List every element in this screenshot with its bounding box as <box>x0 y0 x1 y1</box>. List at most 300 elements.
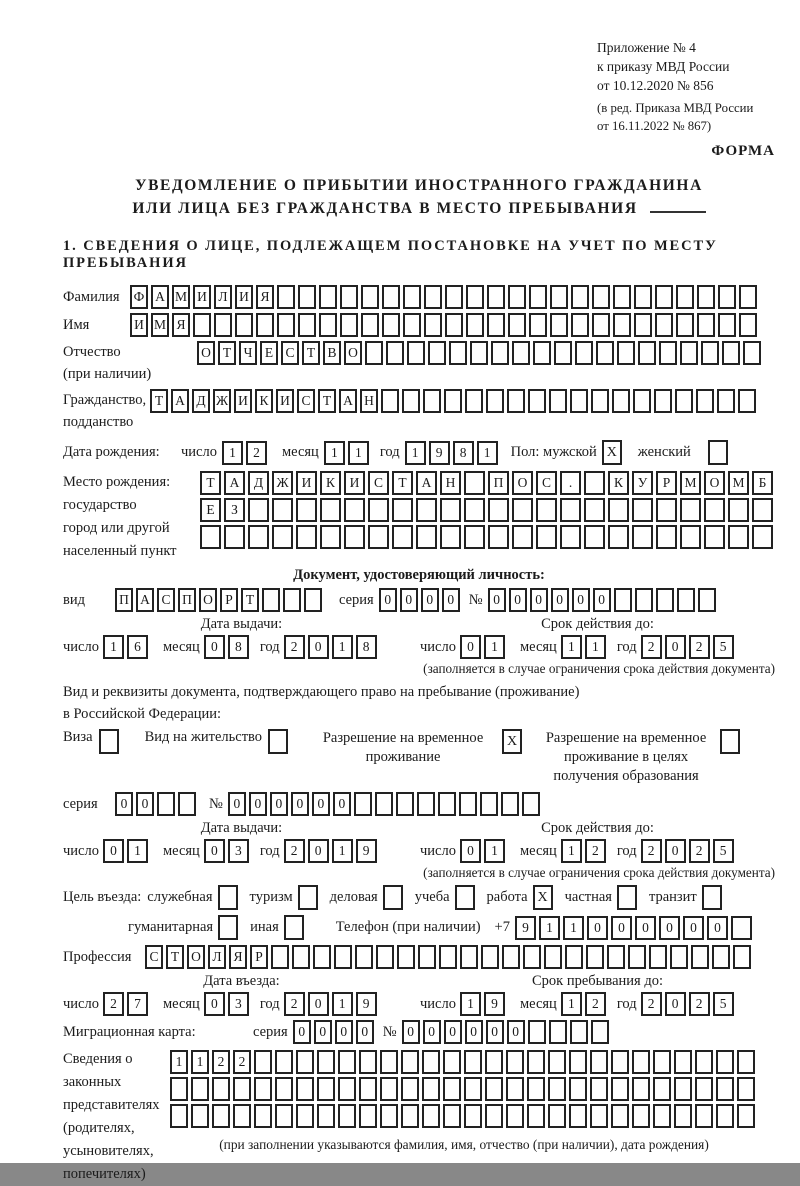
form-cell[interactable]: И <box>276 389 294 413</box>
form-cell[interactable]: С <box>157 588 175 612</box>
form-cell[interactable] <box>402 389 420 413</box>
form-cell[interactable]: С <box>281 341 299 365</box>
form-cell[interactable]: 0 <box>423 1020 441 1044</box>
form-cell[interactable] <box>445 285 463 309</box>
form-cell[interactable]: М <box>728 471 749 495</box>
form-cell[interactable] <box>614 588 632 612</box>
form-cell[interactable]: 2 <box>585 992 606 1016</box>
form-cell[interactable] <box>254 1104 272 1128</box>
form-cell[interactable]: И <box>296 471 317 495</box>
form-cell[interactable] <box>670 945 688 969</box>
form-cell[interactable] <box>262 588 280 612</box>
form-cell[interactable]: 0 <box>442 588 460 612</box>
form-cell[interactable]: К <box>608 471 629 495</box>
form-cell[interactable] <box>728 498 749 522</box>
purpose-other-checkbox[interactable] <box>284 915 304 940</box>
form-cell[interactable]: 1 <box>103 635 124 659</box>
purpose-private-checkbox[interactable] <box>617 885 637 910</box>
form-cell[interactable] <box>392 498 413 522</box>
form-cell[interactable] <box>716 1077 734 1101</box>
form-cell[interactable] <box>638 341 656 365</box>
form-cell[interactable]: 2 <box>284 839 305 863</box>
form-cell[interactable] <box>340 285 358 309</box>
form-cell[interactable]: 0 <box>379 588 397 612</box>
form-cell[interactable] <box>611 1077 629 1101</box>
temp-residence-checkbox[interactable]: X <box>502 729 522 754</box>
form-cell[interactable]: 8 <box>453 441 474 465</box>
form-cell[interactable]: С <box>368 471 389 495</box>
form-cell[interactable]: 0 <box>665 635 686 659</box>
purpose-work-checkbox[interactable]: X <box>533 885 553 910</box>
form-cell[interactable]: О <box>704 471 725 495</box>
form-cell[interactable]: Т <box>318 389 336 413</box>
form-cell[interactable]: 0 <box>400 588 418 612</box>
form-cell[interactable] <box>529 313 547 337</box>
form-cell[interactable] <box>375 792 393 816</box>
form-cell[interactable] <box>254 1050 272 1074</box>
form-cell[interactable]: 2 <box>284 635 305 659</box>
form-cell[interactable] <box>485 1077 503 1101</box>
form-cell[interactable] <box>445 313 463 337</box>
form-cell[interactable] <box>193 313 211 337</box>
form-cell[interactable] <box>570 1020 588 1044</box>
form-cell[interactable] <box>653 1104 671 1128</box>
form-cell[interactable] <box>486 389 504 413</box>
form-cell[interactable]: 1 <box>561 839 582 863</box>
form-cell[interactable]: 2 <box>689 839 710 863</box>
form-cell[interactable]: Ж <box>272 471 293 495</box>
form-cell[interactable] <box>296 1050 314 1074</box>
purpose-study-checkbox[interactable] <box>455 885 475 910</box>
form-cell[interactable]: 2 <box>689 635 710 659</box>
form-cell[interactable] <box>407 341 425 365</box>
form-cell[interactable]: . <box>560 471 581 495</box>
form-cell[interactable] <box>584 498 605 522</box>
form-cell[interactable] <box>527 1104 545 1128</box>
form-cell[interactable]: И <box>130 313 148 337</box>
form-cell[interactable] <box>380 1104 398 1128</box>
form-cell[interactable] <box>170 1077 188 1101</box>
form-cell[interactable] <box>680 525 701 549</box>
form-cell[interactable] <box>157 792 175 816</box>
purpose-official-checkbox[interactable] <box>218 885 238 910</box>
form-cell[interactable] <box>317 1050 335 1074</box>
form-cell[interactable] <box>464 1104 482 1128</box>
form-cell[interactable] <box>440 498 461 522</box>
form-cell[interactable] <box>340 313 358 337</box>
form-cell[interactable]: 0 <box>402 1020 420 1044</box>
form-cell[interactable]: 1 <box>460 992 481 1016</box>
form-cell[interactable]: Я <box>256 285 274 309</box>
form-cell[interactable] <box>716 1104 734 1128</box>
form-cell[interactable] <box>380 1050 398 1074</box>
form-cell[interactable] <box>361 313 379 337</box>
form-cell[interactable]: П <box>178 588 196 612</box>
form-cell[interactable] <box>304 588 322 612</box>
form-cell[interactable] <box>590 1050 608 1074</box>
purpose-transit-checkbox[interactable] <box>702 885 722 910</box>
form-cell[interactable] <box>464 1077 482 1101</box>
form-cell[interactable]: 1 <box>332 839 353 863</box>
form-cell[interactable]: Т <box>150 389 168 413</box>
form-cell[interactable] <box>170 1104 188 1128</box>
form-cell[interactable] <box>443 1050 461 1074</box>
form-cell[interactable] <box>440 525 461 549</box>
form-cell[interactable] <box>743 341 761 365</box>
form-cell[interactable] <box>178 792 196 816</box>
form-cell[interactable]: П <box>488 471 509 495</box>
form-cell[interactable] <box>344 498 365 522</box>
form-cell[interactable]: 0 <box>335 1020 353 1044</box>
form-cell[interactable]: 1 <box>332 992 353 1016</box>
form-cell[interactable] <box>465 389 483 413</box>
form-cell[interactable] <box>733 945 751 969</box>
form-cell[interactable]: 9 <box>484 992 505 1016</box>
form-cell[interactable] <box>417 792 435 816</box>
form-cell[interactable]: 0 <box>507 1020 525 1044</box>
form-cell[interactable] <box>716 1050 734 1074</box>
form-cell[interactable] <box>718 313 736 337</box>
form-cell[interactable] <box>632 498 653 522</box>
form-cell[interactable] <box>418 945 436 969</box>
form-cell[interactable]: 9 <box>515 916 536 940</box>
form-cell[interactable] <box>536 498 557 522</box>
form-cell[interactable]: 1 <box>561 635 582 659</box>
form-cell[interactable] <box>487 285 505 309</box>
form-cell[interactable] <box>443 1104 461 1128</box>
form-cell[interactable]: 0 <box>659 916 680 940</box>
form-cell[interactable] <box>611 1050 629 1074</box>
form-cell[interactable] <box>212 1104 230 1128</box>
form-cell[interactable]: Т <box>200 471 221 495</box>
form-cell[interactable] <box>655 285 673 309</box>
form-cell[interactable] <box>680 498 701 522</box>
form-cell[interactable]: А <box>224 471 245 495</box>
form-cell[interactable] <box>392 525 413 549</box>
form-cell[interactable]: 1 <box>222 441 243 465</box>
form-cell[interactable] <box>233 1104 251 1128</box>
form-cell[interactable] <box>424 313 442 337</box>
form-cell[interactable]: У <box>632 471 653 495</box>
form-cell[interactable] <box>487 313 505 337</box>
form-cell[interactable]: 0 <box>270 792 288 816</box>
form-cell[interactable]: М <box>172 285 190 309</box>
form-cell[interactable]: 1 <box>539 916 560 940</box>
form-cell[interactable] <box>676 313 694 337</box>
form-cell[interactable] <box>464 525 485 549</box>
form-cell[interactable] <box>656 525 677 549</box>
form-cell[interactable] <box>569 1050 587 1074</box>
form-cell[interactable]: 0 <box>308 839 329 863</box>
form-cell[interactable]: Е <box>200 498 221 522</box>
form-cell[interactable] <box>550 285 568 309</box>
form-cell[interactable] <box>554 341 572 365</box>
form-cell[interactable]: 0 <box>204 839 225 863</box>
form-cell[interactable] <box>338 1104 356 1128</box>
purpose-business-checkbox[interactable] <box>383 885 403 910</box>
form-cell[interactable] <box>296 1077 314 1101</box>
form-cell[interactable] <box>512 341 530 365</box>
form-cell[interactable]: 2 <box>585 839 606 863</box>
form-cell[interactable] <box>548 1077 566 1101</box>
form-cell[interactable] <box>277 313 295 337</box>
form-cell[interactable] <box>354 792 372 816</box>
form-cell[interactable]: 0 <box>551 588 569 612</box>
form-cell[interactable] <box>271 945 289 969</box>
form-cell[interactable] <box>613 285 631 309</box>
form-cell[interactable]: 0 <box>333 792 351 816</box>
form-cell[interactable]: 5 <box>713 635 734 659</box>
form-cell[interactable] <box>416 525 437 549</box>
form-cell[interactable]: С <box>536 471 557 495</box>
form-cell[interactable]: 2 <box>641 992 662 1016</box>
form-cell[interactable] <box>584 525 605 549</box>
form-cell[interactable] <box>501 792 519 816</box>
form-cell[interactable]: 0 <box>421 588 439 612</box>
form-cell[interactable] <box>649 945 667 969</box>
form-cell[interactable]: 2 <box>233 1050 251 1074</box>
form-cell[interactable] <box>380 1077 398 1101</box>
form-cell[interactable]: 1 <box>191 1050 209 1074</box>
form-cell[interactable] <box>737 1050 755 1074</box>
form-cell[interactable]: 0 <box>465 1020 483 1044</box>
form-cell[interactable]: 5 <box>713 992 734 1016</box>
form-cell[interactable] <box>656 588 674 612</box>
form-cell[interactable]: М <box>680 471 701 495</box>
form-cell[interactable]: Ч <box>239 341 257 365</box>
form-cell[interactable]: 0 <box>683 916 704 940</box>
form-cell[interactable]: 0 <box>587 916 608 940</box>
form-cell[interactable]: 6 <box>127 635 148 659</box>
form-cell[interactable]: К <box>320 471 341 495</box>
form-cell[interactable] <box>481 945 499 969</box>
form-cell[interactable] <box>528 389 546 413</box>
form-cell[interactable] <box>438 792 456 816</box>
form-cell[interactable] <box>680 341 698 365</box>
form-cell[interactable]: 0 <box>486 1020 504 1044</box>
form-cell[interactable]: 1 <box>324 441 345 465</box>
form-cell[interactable] <box>424 285 442 309</box>
form-cell[interactable]: Т <box>218 341 236 365</box>
form-cell[interactable] <box>506 1104 524 1128</box>
form-cell[interactable] <box>235 313 253 337</box>
form-cell[interactable]: 0 <box>308 992 329 1016</box>
form-cell[interactable]: 1 <box>170 1050 188 1074</box>
form-cell[interactable]: С <box>145 945 163 969</box>
form-cell[interactable] <box>403 313 421 337</box>
form-cell[interactable]: 0 <box>204 635 225 659</box>
form-cell[interactable]: 1 <box>405 441 426 465</box>
form-cell[interactable] <box>480 792 498 816</box>
form-cell[interactable] <box>584 471 605 495</box>
form-cell[interactable] <box>731 916 752 940</box>
form-cell[interactable] <box>548 1104 566 1128</box>
form-cell[interactable] <box>632 1077 650 1101</box>
form-cell[interactable]: 9 <box>356 992 377 1016</box>
form-cell[interactable]: Н <box>440 471 461 495</box>
form-cell[interactable] <box>248 525 269 549</box>
form-cell[interactable] <box>485 1104 503 1128</box>
form-cell[interactable] <box>298 285 316 309</box>
form-cell[interactable]: 7 <box>127 992 148 1016</box>
form-cell[interactable] <box>633 389 651 413</box>
form-cell[interactable]: 0 <box>530 588 548 612</box>
form-cell[interactable] <box>397 945 415 969</box>
form-cell[interactable] <box>571 313 589 337</box>
form-cell[interactable]: К <box>255 389 273 413</box>
form-cell[interactable]: Б <box>752 471 773 495</box>
form-cell[interactable] <box>459 792 477 816</box>
form-cell[interactable] <box>443 1077 461 1101</box>
form-cell[interactable] <box>464 471 485 495</box>
form-cell[interactable]: 0 <box>103 839 124 863</box>
form-cell[interactable]: Д <box>248 471 269 495</box>
form-cell[interactable]: Т <box>241 588 259 612</box>
form-cell[interactable]: Н <box>360 389 378 413</box>
form-cell[interactable]: 0 <box>460 839 481 863</box>
form-cell[interactable] <box>277 285 295 309</box>
form-cell[interactable] <box>508 285 526 309</box>
form-cell[interactable] <box>608 498 629 522</box>
form-cell[interactable]: Л <box>214 285 232 309</box>
form-cell[interactable]: И <box>193 285 211 309</box>
form-cell[interactable] <box>334 945 352 969</box>
form-cell[interactable] <box>382 313 400 337</box>
form-cell[interactable]: 3 <box>228 992 249 1016</box>
form-cell[interactable] <box>272 498 293 522</box>
form-cell[interactable] <box>233 1077 251 1101</box>
form-cell[interactable]: О <box>344 341 362 365</box>
form-cell[interactable] <box>654 389 672 413</box>
form-cell[interactable] <box>704 525 725 549</box>
form-cell[interactable]: 8 <box>228 635 249 659</box>
form-cell[interactable]: 0 <box>460 635 481 659</box>
form-cell[interactable] <box>529 285 547 309</box>
form-cell[interactable] <box>570 389 588 413</box>
form-cell[interactable]: Л <box>208 945 226 969</box>
form-cell[interactable]: Т <box>166 945 184 969</box>
sex-female-checkbox[interactable] <box>708 440 728 465</box>
form-cell[interactable]: О <box>187 945 205 969</box>
visa-checkbox[interactable] <box>99 729 119 754</box>
form-cell[interactable]: 1 <box>348 441 369 465</box>
form-cell[interactable] <box>292 945 310 969</box>
form-cell[interactable]: П <box>115 588 133 612</box>
form-cell[interactable] <box>548 1050 566 1074</box>
form-cell[interactable] <box>698 588 716 612</box>
form-cell[interactable] <box>527 1050 545 1074</box>
form-cell[interactable] <box>275 1050 293 1074</box>
form-cell[interactable] <box>523 945 541 969</box>
form-cell[interactable] <box>359 1077 377 1101</box>
form-cell[interactable] <box>423 389 441 413</box>
form-cell[interactable] <box>677 588 695 612</box>
form-cell[interactable]: 5 <box>713 839 734 863</box>
form-cell[interactable] <box>248 498 269 522</box>
form-cell[interactable]: О <box>197 341 215 365</box>
form-cell[interactable] <box>653 1050 671 1074</box>
form-cell[interactable] <box>506 1077 524 1101</box>
form-cell[interactable] <box>254 1077 272 1101</box>
form-cell[interactable]: А <box>171 389 189 413</box>
form-cell[interactable] <box>701 341 719 365</box>
form-cell[interactable] <box>338 1050 356 1074</box>
form-cell[interactable]: 1 <box>585 635 606 659</box>
form-cell[interactable] <box>439 945 457 969</box>
temp-residence-education-checkbox[interactable] <box>720 729 740 754</box>
form-cell[interactable] <box>697 313 715 337</box>
form-cell[interactable]: 8 <box>356 635 377 659</box>
form-cell[interactable] <box>464 498 485 522</box>
form-cell[interactable] <box>752 525 773 549</box>
form-cell[interactable] <box>590 1104 608 1128</box>
form-cell[interactable] <box>191 1104 209 1128</box>
form-cell[interactable]: И <box>234 389 252 413</box>
form-cell[interactable] <box>381 389 399 413</box>
form-cell[interactable] <box>613 313 631 337</box>
form-cell[interactable]: 1 <box>127 839 148 863</box>
form-cell[interactable] <box>396 792 414 816</box>
purpose-tourism-checkbox[interactable] <box>298 885 318 910</box>
form-cell[interactable] <box>674 1104 692 1128</box>
form-cell[interactable] <box>401 1104 419 1128</box>
form-cell[interactable]: Я <box>172 313 190 337</box>
form-cell[interactable] <box>485 1050 503 1074</box>
form-cell[interactable] <box>550 313 568 337</box>
form-cell[interactable] <box>695 1077 713 1101</box>
form-cell[interactable] <box>422 1104 440 1128</box>
form-cell[interactable] <box>628 945 646 969</box>
form-cell[interactable] <box>283 588 301 612</box>
form-cell[interactable] <box>653 1077 671 1101</box>
form-cell[interactable]: 2 <box>246 441 267 465</box>
form-cell[interactable] <box>361 285 379 309</box>
form-cell[interactable] <box>317 1104 335 1128</box>
form-cell[interactable] <box>512 525 533 549</box>
form-cell[interactable] <box>386 341 404 365</box>
form-cell[interactable] <box>722 341 740 365</box>
form-cell[interactable] <box>632 1104 650 1128</box>
form-cell[interactable]: Р <box>250 945 268 969</box>
form-cell[interactable]: 2 <box>284 992 305 1016</box>
form-cell[interactable]: 0 <box>249 792 267 816</box>
form-cell[interactable]: Р <box>220 588 238 612</box>
form-cell[interactable]: О <box>512 471 533 495</box>
form-cell[interactable] <box>422 1077 440 1101</box>
form-cell[interactable] <box>592 285 610 309</box>
form-cell[interactable] <box>575 341 593 365</box>
form-cell[interactable]: 2 <box>212 1050 230 1074</box>
form-cell[interactable]: 0 <box>707 916 728 940</box>
form-cell[interactable]: 0 <box>356 1020 374 1044</box>
form-cell[interactable]: Т <box>392 471 413 495</box>
form-cell[interactable] <box>659 341 677 365</box>
form-cell[interactable] <box>675 389 693 413</box>
form-cell[interactable]: А <box>416 471 437 495</box>
residence-permit-checkbox[interactable] <box>268 729 288 754</box>
form-cell[interactable]: 0 <box>635 916 656 940</box>
form-cell[interactable]: 0 <box>611 916 632 940</box>
form-cell[interactable]: 0 <box>572 588 590 612</box>
form-cell[interactable] <box>696 389 714 413</box>
form-cell[interactable] <box>656 498 677 522</box>
form-cell[interactable]: 1 <box>561 992 582 1016</box>
form-cell[interactable] <box>460 945 478 969</box>
form-cell[interactable] <box>549 389 567 413</box>
form-cell[interactable] <box>256 313 274 337</box>
form-cell[interactable] <box>695 1050 713 1074</box>
purpose-humanitarian-checkbox[interactable] <box>218 915 238 940</box>
